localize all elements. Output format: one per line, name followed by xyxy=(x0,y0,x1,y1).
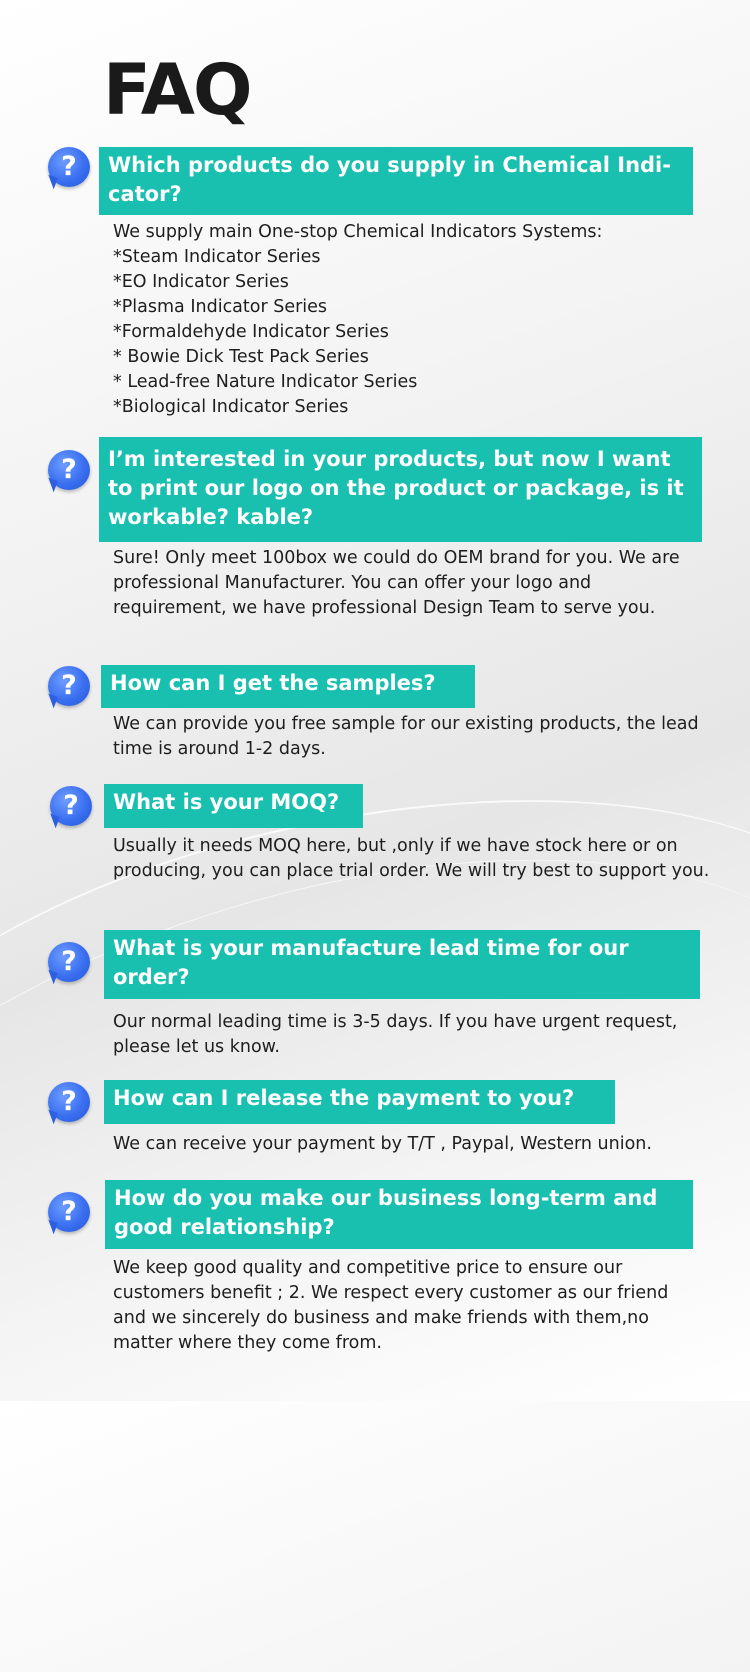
faq-answer: Usually it needs MOQ here, but ,only if we have stock here or on producing, you can place trial order. We will try best to support you. xyxy=(113,836,710,881)
question-bubble-icon: ? xyxy=(48,147,90,187)
faq-question: What is your MOQ? xyxy=(104,784,363,828)
faq-answer: Our normal leading time is 3-5 days. If you have urgent request, please let us know. xyxy=(113,1012,678,1057)
page-title: FAQ xyxy=(103,49,251,131)
faq-answer: Sure! Only meet 100box we could do OEM brand for you. We are professional Manufacturer. You can offer your logo and requirement, we have professional Design Team to serve you. xyxy=(113,548,680,618)
question-bubble-icon: ? xyxy=(48,450,90,490)
faq-question: I’m interested in your products, but now I want to print our logo on the product or package, is it workable? kable? xyxy=(99,437,702,542)
question-bubble-icon: ? xyxy=(48,1192,90,1232)
faq-answer: We can provide you free sample for our existing products, the lead time is around 1-2 days. xyxy=(113,714,699,759)
faq-question: How can I get the samples? xyxy=(101,665,475,708)
faq-question: How do you make our business long-term and good relationship? xyxy=(105,1180,693,1249)
faq-answer: We can receive your payment by T/T , Paypal, Western union. xyxy=(113,1134,652,1154)
faq-question: How can I release the payment to you? xyxy=(104,1080,615,1124)
question-bubble-icon: ? xyxy=(48,1082,90,1122)
question-bubble-icon: ? xyxy=(50,786,92,826)
question-bubble-icon: ? xyxy=(48,942,90,982)
faq-answer: We keep good quality and competitive price to ensure our customers benefit ; 2. We respect every customer as our friend and we sincerely do business and make friends with them,no matter where they come from. xyxy=(113,1258,669,1353)
faq-question: Which products do you supply in Chemical Indi- cator? xyxy=(99,147,693,215)
question-bubble-icon: ? xyxy=(48,666,90,706)
faq-answer: We supply main One-stop Chemical Indicators Systems: *Steam Indicator Series *EO Indicator Series *Plasma Indicator Series *Formaldehyde Indicator Series * Bowie Dick Test Pack Series * Lead-free Nature Indicator Series *Biological Indicator Series xyxy=(113,222,603,417)
faq-question: What is your manufacture lead time for our order? xyxy=(104,930,700,999)
